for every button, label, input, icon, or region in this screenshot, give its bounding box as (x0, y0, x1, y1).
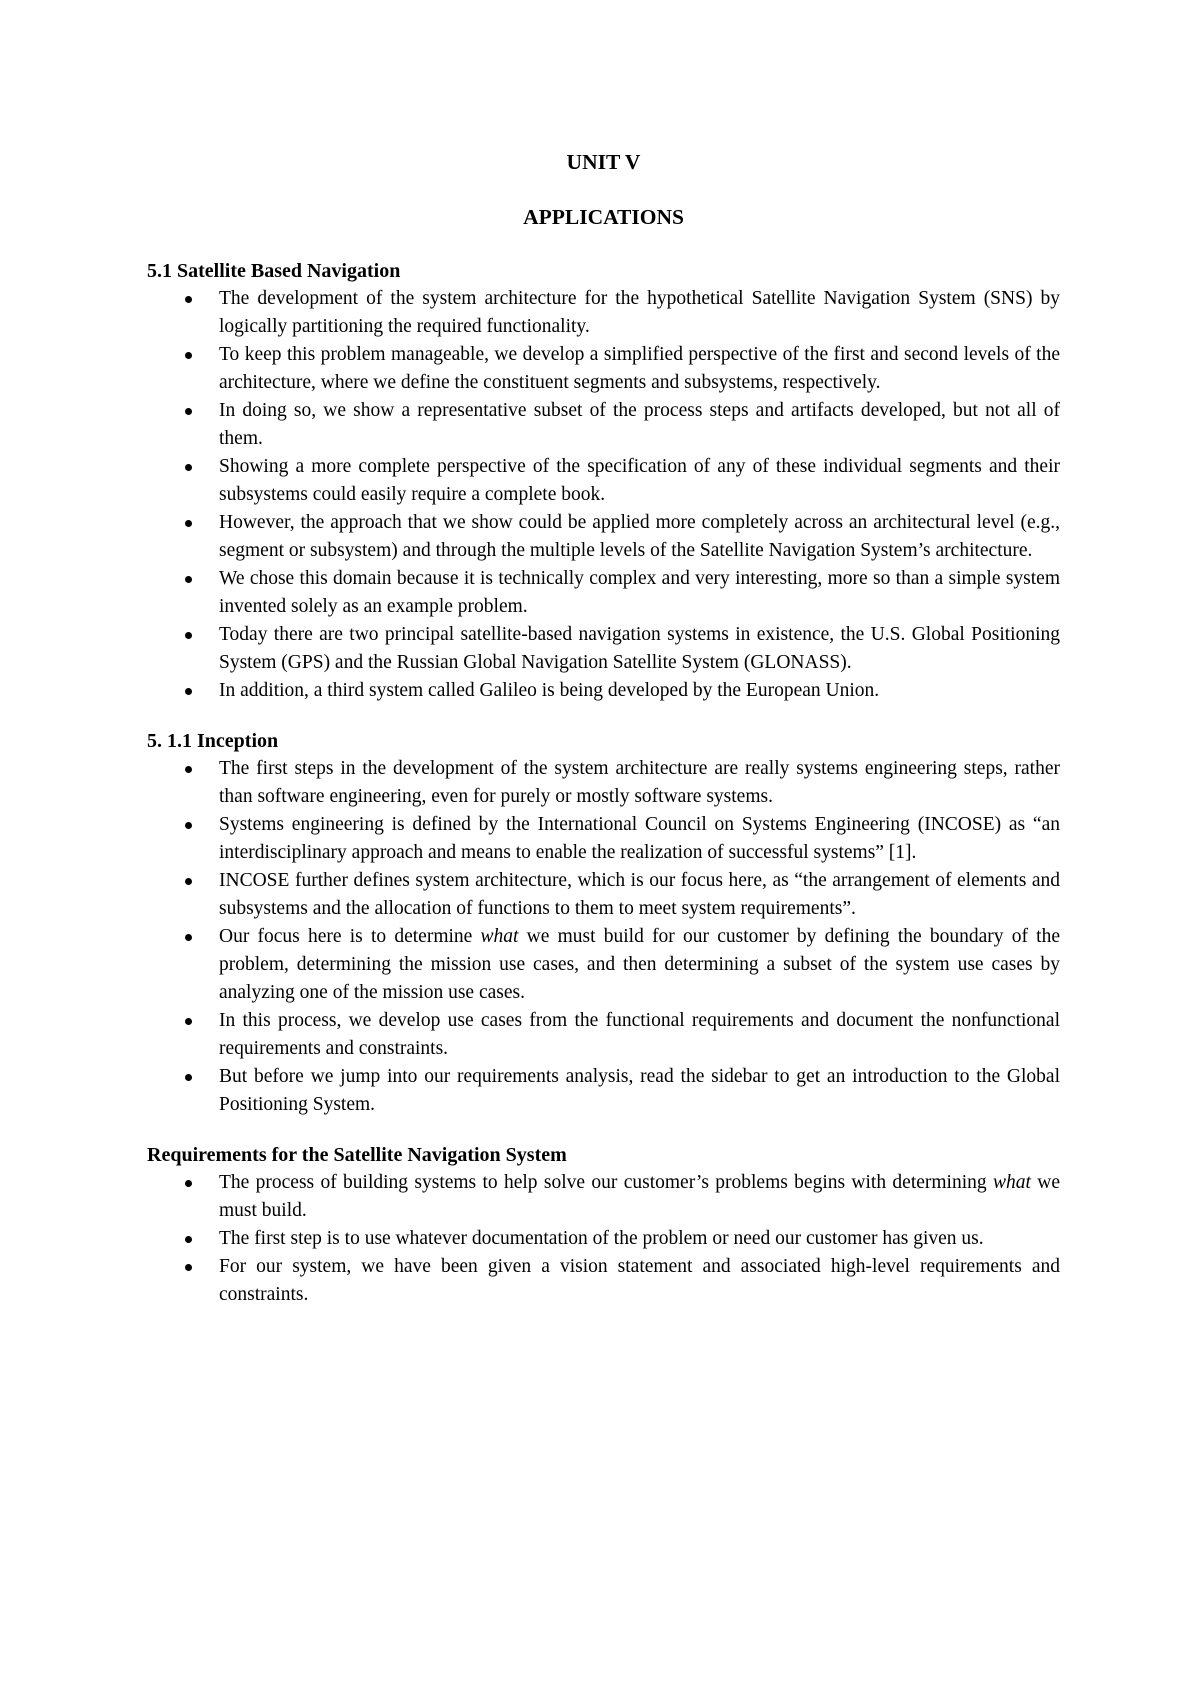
list-item (147, 1063, 1060, 1119)
list-item (147, 565, 1060, 621)
list-item-text-after: we must build for our customer by defining the boundary of the problem, determining the mission use cases, and then determining a subset of the system use cases by analyzing one of the mission use cases. (219, 926, 1060, 1003)
list-item-text: To keep this problem manageable, we develop a simplified perspective of the first and second levels of the architecture, where we define the constituent segments and subsystems, respectively. (219, 344, 1060, 393)
list-item-text: However, the approach that we show could be applied more completely across an architectural level (e.g., segment or subsystem) and through the multiple levels of the Satellite Navigation System’s architecture. (219, 512, 1060, 561)
list-item-text: Showing a more complete perspective of the specification of any of these individual segments and their subsystems could easily require a complete book. (219, 456, 1060, 505)
list-item-text: For our system, we have been given a vision statement and associated high-level requirements and constraints. (219, 1256, 1060, 1305)
list-item (147, 867, 1060, 923)
bullet-icon (185, 632, 192, 639)
bullet-icon (185, 1074, 192, 1081)
bullet-icon (185, 520, 192, 527)
bullet-icon (185, 822, 192, 829)
list-item-text: The first step is to use whatever documentation of the problem or need our customer has given us. (219, 1228, 984, 1249)
list-item (147, 755, 1060, 811)
list-item-text: But before we jump into our requirements analysis, read the sidebar to get an introduction to the Global Positioning System. (219, 1066, 1060, 1115)
section-heading-requirements: Requirements for the Satellite Navigation System (147, 1144, 567, 1166)
list-item (147, 397, 1060, 453)
list-item-text-before: Our focus here is to determine (219, 926, 481, 947)
bullet-icon (185, 352, 192, 359)
bullet-icon (185, 296, 192, 303)
bullet-list-inception (147, 755, 1060, 1119)
document-body (147, 148, 1060, 1309)
bullet-icon (185, 1264, 192, 1271)
list-item (147, 285, 1060, 341)
bullet-icon (185, 576, 192, 583)
list-item-text: In this process, we develop use cases from the functional requirements and document the nonfunctional requirements and constraints. (219, 1010, 1060, 1059)
bullet-icon (185, 408, 192, 415)
list-item-text: The development of the system architecture for the hypothetical Satellite Navigation System (SNS) by logically partitioning the required functionality. (219, 288, 1060, 337)
bullet-icon (185, 1236, 192, 1243)
section-heading-satellite-navigation: 5.1 Satellite Based Navigation (147, 260, 401, 282)
list-item-text: In doing so, we show a representative subset of the process steps and artifacts developed, but not all of them. (219, 400, 1060, 449)
list-item (147, 1007, 1060, 1063)
bullet-icon (185, 1018, 192, 1025)
bullet-icon (185, 688, 192, 695)
bullet-icon (185, 934, 192, 941)
list-item-text: Systems engineering is defined by the International Council on Systems Engineering (INCOSE) as “an interdisciplinary approach and means to enable the realization of successful systems” [1]. (219, 814, 1060, 863)
list-item (147, 1169, 1060, 1225)
list-item-text: We chose this domain because it is technically complex and very interesting, more so than a simple system invented solely as an example problem. (219, 568, 1060, 617)
section-heading-inception: 5. 1.1 Inception (147, 730, 279, 752)
list-item-text: INCOSE further defines system architecture, which is our focus here, as “the arrangement of elements and subsystems and the allocation of functions to them to meet system requirements”. (219, 870, 1060, 919)
list-item-text-before: The process of building systems to help solve our customer’s problems begins with determining (219, 1172, 993, 1193)
list-item (147, 1253, 1060, 1309)
emphasis-what: what (992, 1172, 1031, 1193)
list-item (147, 811, 1060, 867)
list-item (147, 923, 1060, 1007)
list-item-text: Today there are two principal satellite-based navigation systems in existence, the U.S. Global Positioning System (GPS) and the Russian Global Navigation Satellite System (GLONASS). (219, 624, 1060, 673)
list-item (147, 677, 1060, 705)
unit-title: UNIT V (566, 150, 641, 174)
list-item-text-after: we must build. (219, 1172, 1060, 1221)
list-item (147, 621, 1060, 677)
bullet-icon (185, 1180, 192, 1187)
bullet-list-satellite-navigation (147, 285, 1060, 705)
page-title: APPLICATIONS (523, 205, 684, 229)
list-item (147, 453, 1060, 509)
emphasis-what: what (480, 926, 519, 947)
list-item-text: In addition, a third system called Galileo is being developed by the European Union. (219, 680, 880, 701)
list-item (147, 509, 1060, 565)
bullet-icon (185, 766, 192, 773)
bullet-list-requirements (147, 1169, 1060, 1309)
bullet-icon (185, 878, 192, 885)
list-item-text: The first steps in the development of the system architecture are really systems engineering steps, rather than software engineering, even for purely or mostly software systems. (219, 758, 1060, 807)
bullet-icon (185, 464, 192, 471)
list-item (147, 1225, 1060, 1253)
list-item (147, 341, 1060, 397)
